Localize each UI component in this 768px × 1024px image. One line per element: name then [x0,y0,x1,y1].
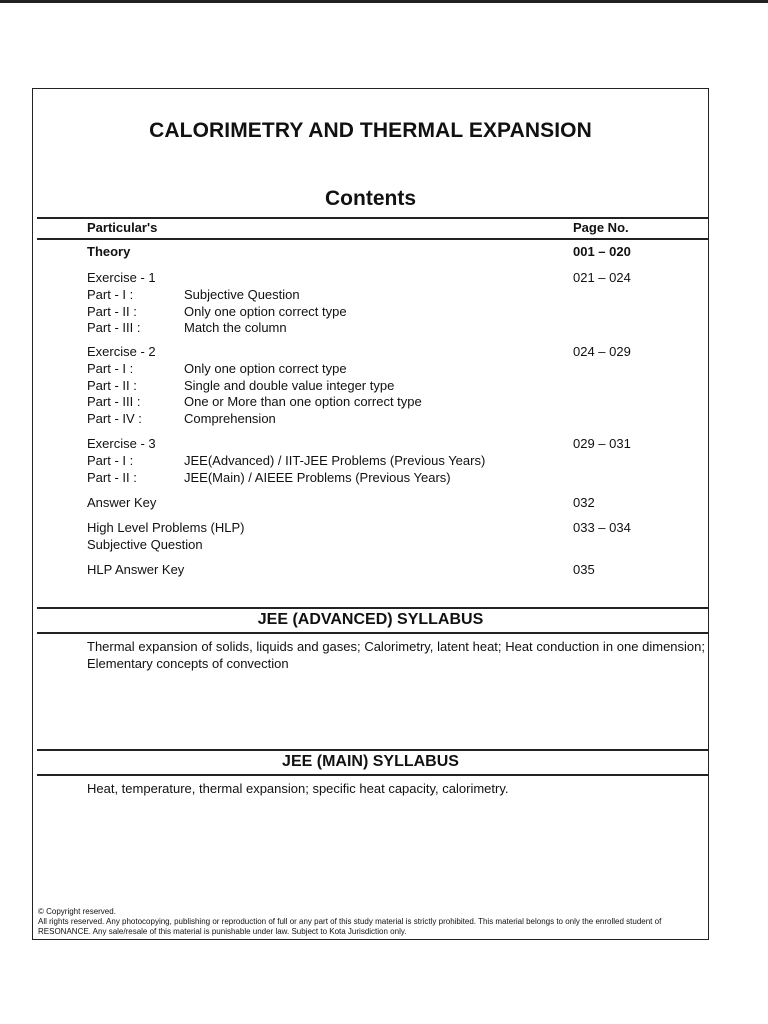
toc-page-number: 033 – 034 [573,520,631,535]
toc-row [33,470,708,486]
toc-row [33,320,708,336]
toc-description: Only one option correct type [184,304,347,319]
toc-page-number: 032 [573,495,595,510]
advanced-syllabus-heading: JEE (ADVANCED) SYLLABUS [257,611,484,628]
toc-label: Part - III : [87,320,141,335]
toc-label: Part - I : [87,361,134,376]
toc-row [33,520,708,536]
toc-row [33,495,708,511]
toc-label: Part - III : [87,394,141,409]
advanced-syllabus-text: Thermal expansion of solids, liquids and gases; Calorimetry, latent heat; Heat conduction in one dimension; Elementary concepts of convection [87,639,705,671]
top-border-rule [0,0,768,3]
toc-row [33,562,708,578]
toc-page-number: 029 – 031 [573,436,631,451]
toc-row [33,537,708,553]
toc-description: JEE(Main) / AIEEE Problems (Previous Years) [184,470,451,485]
toc-label: Exercise - 2 [87,344,156,359]
toc-row [33,244,708,260]
advanced-top-rule [37,607,708,609]
main-syllabus-heading: JEE (MAIN) SYLLABUS [282,753,459,770]
toc-row [33,453,708,469]
toc-page-number: 024 – 029 [573,344,631,359]
toc-row [33,270,708,286]
toc-label: High Level Problems (HLP) [87,520,245,535]
rights-notice: All rights reserved. Any photocopying, publishing or reproduction of full or any part of this study material is strictly prohibited. This material belongs to only the enrolled student of RESONANCE. Any sale/resale of this material is punishable under law. Subject to Kota Jurisdiction only. [38,917,662,936]
document-title: CALORIMETRY AND THERMAL EXPANSION [149,119,592,142]
toc-description: JEE(Advanced) / IIT-JEE Problems (Previous Years) [184,453,486,468]
toc-row [33,436,708,452]
contents-heading: Contents [325,187,416,210]
toc-label: Theory [87,244,131,259]
page-frame [32,88,709,940]
toc-description: Subjective Question [184,287,300,302]
toc-row [33,287,708,303]
contents-top-rule [37,217,708,219]
main-syllabus-text: Heat, temperature, thermal expansion; specific heat capacity, calorimetry. [87,781,509,796]
toc-row [33,411,708,427]
toc-row [33,304,708,320]
toc-page-number: 001 – 020 [573,244,631,259]
copyright-footer [38,907,703,937]
toc-label: HLP Answer Key [87,562,185,577]
toc-description: Match the column [184,320,287,335]
toc-row [33,344,708,360]
main-top-rule [37,749,708,751]
particulars-header: Particular's [87,220,158,235]
toc-label: Part - IV : [87,411,142,426]
contents-header-rule [37,238,708,240]
copyright-line: © Copyright reserved. [38,907,116,916]
toc-label: Part - II : [87,304,137,319]
toc-row [33,378,708,394]
toc-label: Subjective Question [87,537,203,552]
toc-row [33,361,708,377]
page-no-header: Page No. [573,220,629,235]
toc-description: Single and double value integer type [184,378,395,393]
advanced-bottom-rule [37,632,708,634]
toc-label: Exercise - 1 [87,270,156,285]
toc-page-number: 035 [573,562,595,577]
toc-label: Answer Key [87,495,157,510]
toc-label: Part - I : [87,453,134,468]
toc-label: Exercise - 3 [87,436,156,451]
toc-page-number: 021 – 024 [573,270,631,285]
toc-label: Part - I : [87,287,134,302]
toc-description: Comprehension [184,411,276,426]
toc-label: Part - II : [87,470,137,485]
toc-label: Part - II : [87,378,137,393]
toc-description: Only one option correct type [184,361,347,376]
toc-row [33,394,708,410]
main-bottom-rule [37,774,708,776]
toc-description: One or More than one option correct type [184,394,422,409]
